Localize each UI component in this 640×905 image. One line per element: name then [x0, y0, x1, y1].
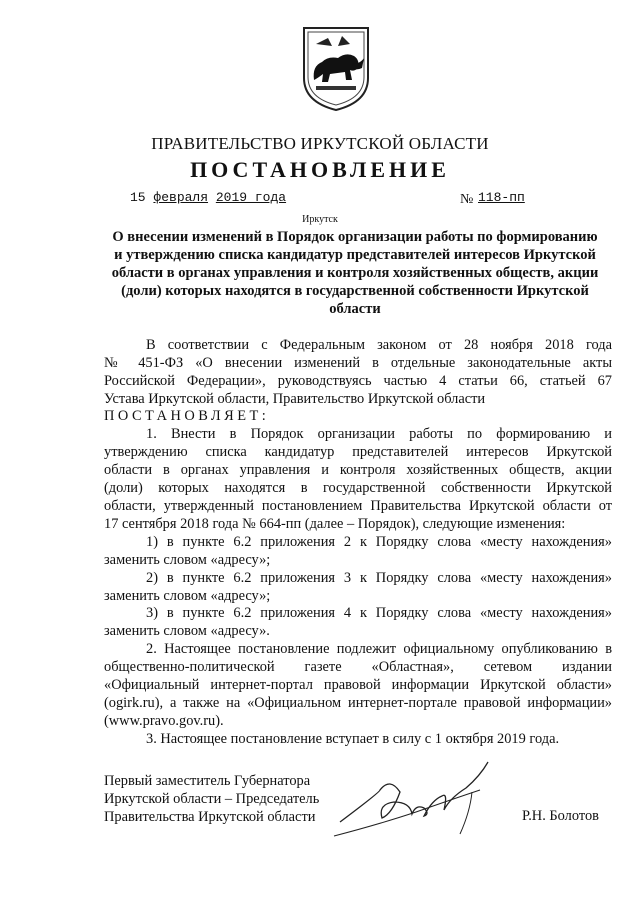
- body-line: (ogirk.ru), а также на «Официальном интернет-портале правовой информации»: [104, 695, 612, 711]
- body-line: заменить словом «адресу»;: [104, 552, 271, 568]
- body-line: области в органах управления и контроля хозяйственных обществ, акции: [104, 462, 612, 478]
- document-type-title: ПОСТАНОВЛЕНИЕ: [190, 157, 450, 182]
- heading-line: области в органах управления и контроля хозяйственных обществ, акции: [111, 265, 599, 281]
- document-heading: [108, 228, 602, 318]
- body-line: 17 сентября 2018 года № 664-пп (далее – Порядок), следующие изменения:: [104, 516, 566, 532]
- body-line: 3) в пункте 6.2 приложения 4 к Порядку слова «месту нахождения»: [146, 605, 612, 621]
- heading-line: и утверждению списка кандидатур представителей интересов Иркутской: [114, 247, 596, 263]
- body-line: общественно-политической газете «Областная», сетевом издании: [104, 659, 612, 675]
- signer-position-line: Первый заместитель Губернатора: [104, 773, 311, 789]
- body-line: заменить словом «адресу»;: [104, 588, 271, 604]
- signer-name: Р.Н. Болотов: [522, 808, 599, 824]
- heading-line: области: [329, 301, 381, 317]
- coat-of-arms-emblem: [298, 22, 374, 114]
- body-line: В соответствии с Федеральным законом от 28 ноября 2018 года: [146, 337, 612, 353]
- number-label: №: [460, 192, 474, 207]
- body-line: области, утвержденный постановлением Правительства Иркутской области от: [104, 498, 612, 514]
- date-day: 15: [130, 190, 146, 205]
- body-line: 1. Внести в Порядок организации работы по формированию и: [146, 426, 612, 442]
- heading-line: (доли) которых находятся в государственной собственности Иркутской: [121, 283, 589, 299]
- document-number: 118-пп: [478, 190, 525, 205]
- body-line: Российской Федерации», руководствуясь частью 4 статьи 66, статьей 67: [104, 373, 612, 389]
- government-name: ПРАВИТЕЛЬСТВО ИРКУТСКОЙ ОБЛАСТИ: [151, 134, 489, 153]
- signer-position-line: Правительства Иркутской области: [104, 809, 316, 825]
- body-line: Устава Иркутской области, Правительство Иркутской области: [104, 391, 486, 407]
- heading-line: О внесении изменений в Порядок организации работы по формированию: [112, 229, 598, 245]
- body-line: 1) в пункте 6.2 приложения 2 к Порядку слова «месту нахождения»: [146, 534, 612, 550]
- body-line: «Официальный интернет-портал правовой информации Иркутской области»: [104, 677, 612, 693]
- body-line: (www.pravo.gov.ru).: [104, 713, 224, 729]
- body-line: заменить словом «адресу».: [104, 623, 270, 639]
- body-line: 2. Настоящее постановление подлежит официальному опубликованию в: [146, 641, 612, 657]
- body-line: 2) в пункте 6.2 приложения 3 к Порядку слова «месту нахождения»: [146, 570, 612, 586]
- handwritten-signature: [320, 752, 510, 840]
- body-line: 3. Настоящее постановление вступает в силу с 1 октября 2019 года.: [146, 731, 560, 747]
- signer-position-line: Иркутской области – Председатель: [104, 791, 320, 807]
- body-line: (доли) которых находятся в государственной собственности Иркутской: [104, 480, 612, 496]
- city-name: Иркутск: [302, 214, 338, 225]
- date-month: февраля: [153, 190, 209, 205]
- date-year: 2019 года: [215, 190, 287, 205]
- body-line: № 451-ФЗ «О внесении изменений в отдельные законодательные акты: [104, 355, 612, 371]
- resolves-word: ПОСТАНОВЛЯЕТ:: [104, 408, 270, 424]
- body-line: утверждению списка кандидатур представителей интересов Иркутской: [104, 444, 612, 460]
- document-date: [130, 190, 286, 205]
